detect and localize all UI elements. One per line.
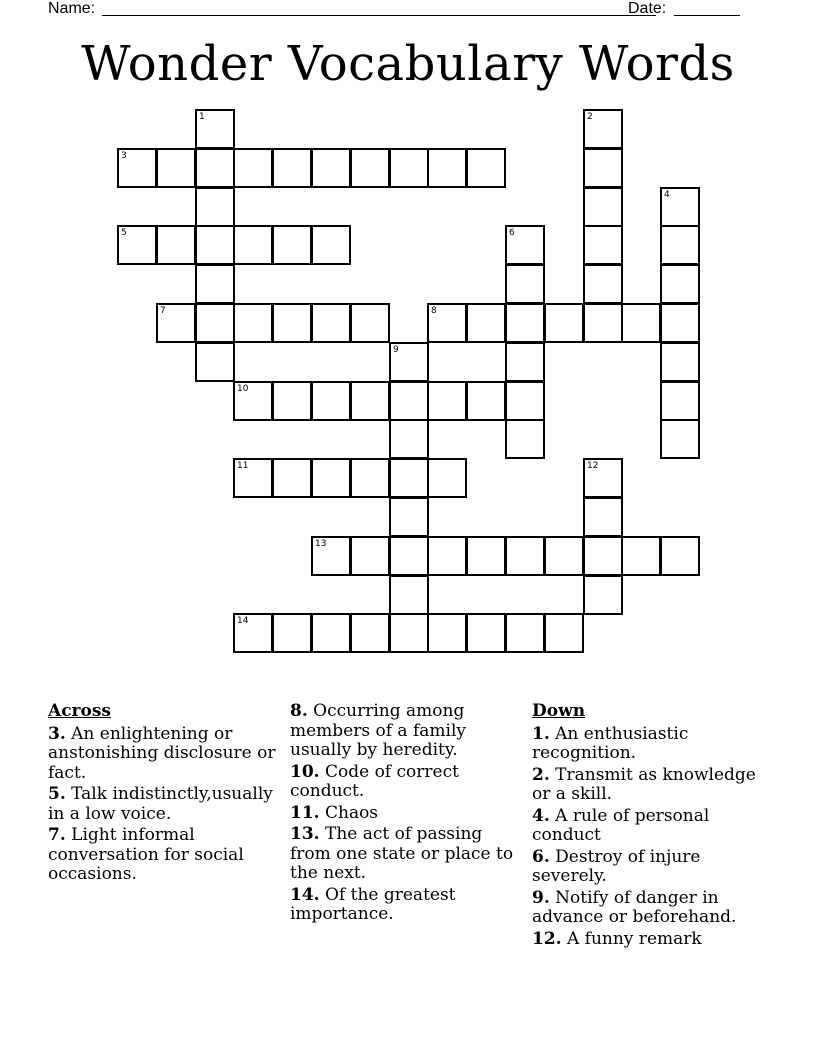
grid-cell[interactable] (272, 458, 312, 498)
clue-across-13 (290, 825, 522, 884)
grid-cell[interactable] (233, 613, 273, 653)
grid-cell[interactable] (233, 148, 273, 188)
grid-cell[interactable] (583, 109, 623, 149)
grid-cell[interactable] (389, 419, 429, 459)
clue-number-label: 13 (315, 539, 327, 549)
grid-cell[interactable] (195, 187, 235, 227)
grid-cell[interactable] (544, 536, 584, 576)
clue-number: 5. (48, 784, 66, 804)
clue-text: Transmit as knowledge or a skill. (532, 764, 756, 804)
grid-cell[interactable] (389, 342, 429, 382)
clue-text: An enlightening or anstonishing disclosure or fact. (48, 723, 276, 783)
clue-text: Of the greatest importance. (290, 884, 456, 924)
grid-cell[interactable] (505, 381, 545, 421)
clue-number: 4. (532, 805, 550, 826)
clue-number: 2. (532, 764, 550, 785)
grid-cell[interactable] (621, 303, 661, 343)
down-clues-column (532, 702, 762, 951)
grid-cell[interactable] (466, 613, 506, 653)
grid-cell[interactable] (505, 536, 545, 576)
clue-number-label: 11 (237, 461, 249, 471)
grid-cell[interactable] (233, 381, 273, 421)
grid-cell[interactable] (233, 303, 273, 343)
grid-cell[interactable] (389, 613, 429, 653)
clue-number: 10. (290, 761, 320, 782)
grid-cell[interactable] (583, 148, 623, 188)
clue-number: 1. (532, 723, 550, 744)
grid-cell[interactable] (583, 303, 623, 343)
grid-cell[interactable] (427, 536, 467, 576)
grid-cell[interactable] (195, 264, 235, 304)
grid-cell[interactable] (233, 225, 273, 265)
grid-cell[interactable] (427, 458, 467, 498)
clue-down-6 (532, 848, 762, 887)
grid-cell[interactable] (660, 381, 700, 421)
clue-number-label: 2 (587, 112, 593, 122)
grid-cell[interactable] (583, 575, 623, 615)
grid-cell[interactable] (389, 497, 429, 537)
grid-cell[interactable] (427, 148, 467, 188)
grid-cell[interactable] (156, 225, 196, 265)
grid-cell[interactable] (272, 225, 312, 265)
grid-cell[interactable] (195, 303, 235, 343)
grid-cell[interactable] (621, 536, 661, 576)
clue-number-label: 1 (199, 112, 205, 122)
grid-cell[interactable] (311, 613, 351, 653)
grid-cell[interactable] (427, 381, 467, 421)
grid-cell[interactable] (660, 303, 700, 343)
grid-cell[interactable] (389, 536, 429, 576)
clue-across-5 (48, 785, 276, 824)
clue-text: Notify of danger in advance or beforehand. (532, 887, 737, 927)
grid-cell[interactable] (195, 109, 235, 149)
grid-cell[interactable] (350, 536, 390, 576)
date-label: Date: (628, 0, 667, 17)
clue-across-14 (290, 886, 522, 925)
clue-down-4 (532, 807, 762, 846)
clue-across-11 (290, 804, 522, 824)
grid-cell[interactable] (117, 148, 157, 188)
grid-cell[interactable] (311, 148, 351, 188)
grid-cell[interactable] (544, 303, 584, 343)
grid-cell[interactable] (505, 613, 545, 653)
page-title: Wonder Vocabulary Words (81, 36, 735, 92)
clue-number: 9. (532, 887, 550, 908)
clue-number: 8. (290, 701, 308, 721)
clue-across-10 (290, 763, 522, 802)
clue-number-label: 5 (121, 228, 127, 238)
clue-across-8 (290, 702, 522, 761)
grid-cell[interactable] (195, 225, 235, 265)
down-heading: Down (532, 701, 586, 721)
clue-across-7 (48, 826, 276, 885)
grid-cell[interactable] (427, 303, 467, 343)
grid-cell[interactable] (195, 342, 235, 382)
grid-cell[interactable] (660, 419, 700, 459)
clue-down-1 (532, 725, 762, 764)
grid-cell[interactable] (117, 225, 157, 265)
grid-cell[interactable] (156, 148, 196, 188)
grid-cell[interactable] (544, 613, 584, 653)
clue-number-label: 8 (431, 306, 437, 316)
grid-cell[interactable] (311, 536, 351, 576)
clue-text: Chaos (324, 802, 379, 823)
grid-cell[interactable] (660, 264, 700, 304)
grid-cell[interactable] (583, 187, 623, 227)
clue-number: 7. (48, 825, 66, 845)
grid-cell[interactable] (272, 148, 312, 188)
across-clues-column-2 (290, 702, 522, 927)
clue-down-12 (532, 930, 762, 950)
grid-cell[interactable] (311, 381, 351, 421)
clue-number: 12. (532, 928, 562, 949)
grid-cell[interactable] (466, 148, 506, 188)
clue-text: Destroy of injure severely. (532, 846, 701, 886)
clue-number-label: 4 (664, 190, 670, 200)
grid-cell[interactable] (389, 458, 429, 498)
clue-across-3 (48, 725, 276, 784)
grid-cell[interactable] (350, 148, 390, 188)
clue-number-label: 14 (237, 616, 249, 626)
grid-cell[interactable] (583, 458, 623, 498)
clue-number: 14. (290, 884, 320, 905)
grid-cell[interactable] (427, 613, 467, 653)
grid-cell[interactable] (233, 458, 273, 498)
grid-cell[interactable] (660, 187, 700, 227)
grid-cell[interactable] (350, 613, 390, 653)
clue-number-label: 10 (237, 384, 249, 394)
clue-number: 11. (290, 802, 320, 823)
clue-number-label: 9 (393, 345, 399, 355)
grid-cell[interactable] (311, 458, 351, 498)
grid-cell[interactable] (583, 497, 623, 537)
grid-cell[interactable] (505, 342, 545, 382)
clue-text: Occurring among members of a family usually by heredity. (290, 701, 466, 760)
grid-cell[interactable] (583, 264, 623, 304)
clue-text: Code of correct conduct. (290, 761, 459, 801)
grid-cell[interactable] (466, 381, 506, 421)
grid-cell[interactable] (272, 613, 312, 653)
clue-number-label: 3 (121, 151, 127, 161)
across-clues-column-1 (48, 702, 276, 887)
grid-cell[interactable] (195, 148, 235, 188)
grid-cell[interactable] (272, 381, 312, 421)
grid-cell[interactable] (311, 303, 351, 343)
grid-cell[interactable] (350, 303, 390, 343)
clue-text: Talk indistinctly,usually in a low voice. (48, 784, 273, 824)
grid-cell[interactable] (466, 303, 506, 343)
grid-cell[interactable] (583, 536, 623, 576)
clue-number: 13. (290, 824, 320, 844)
clue-number-label: 7 (160, 306, 166, 316)
clue-number: 3. (48, 723, 66, 744)
grid-cell[interactable] (660, 342, 700, 382)
clue-number-label: 6 (509, 228, 515, 238)
grid-cell[interactable] (311, 225, 351, 265)
grid-cell[interactable] (389, 148, 429, 188)
clue-text: A rule of personal conduct (532, 805, 710, 845)
grid-cell[interactable] (505, 303, 545, 343)
grid-cell[interactable] (350, 381, 390, 421)
across-heading: Across (48, 701, 111, 721)
grid-cell[interactable] (660, 225, 700, 265)
clue-text: The act of passing from one state or place to the next. (290, 824, 514, 883)
grid-cell[interactable] (583, 225, 623, 265)
clue-down-2 (532, 766, 762, 805)
clue-down-9 (532, 889, 762, 928)
grid-cell[interactable] (505, 419, 545, 459)
clue-text: A funny remark (566, 928, 702, 949)
grid-cell[interactable] (350, 458, 390, 498)
grid-cell[interactable] (389, 381, 429, 421)
name-label: Name: (48, 0, 96, 17)
clue-number: 6. (532, 846, 550, 867)
grid-cell[interactable] (272, 303, 312, 343)
grid-cell[interactable] (466, 536, 506, 576)
clue-number-label: 12 (587, 461, 599, 471)
clue-text: Light informal conversation for social occasions. (48, 825, 244, 884)
grid-cell[interactable] (505, 264, 545, 304)
grid-cell[interactable] (389, 575, 429, 615)
grid-cell[interactable] (505, 225, 545, 265)
grid-cell[interactable] (156, 303, 196, 343)
grid-cell[interactable] (660, 536, 700, 576)
clue-text: An enthusiastic recognition. (532, 723, 689, 763)
